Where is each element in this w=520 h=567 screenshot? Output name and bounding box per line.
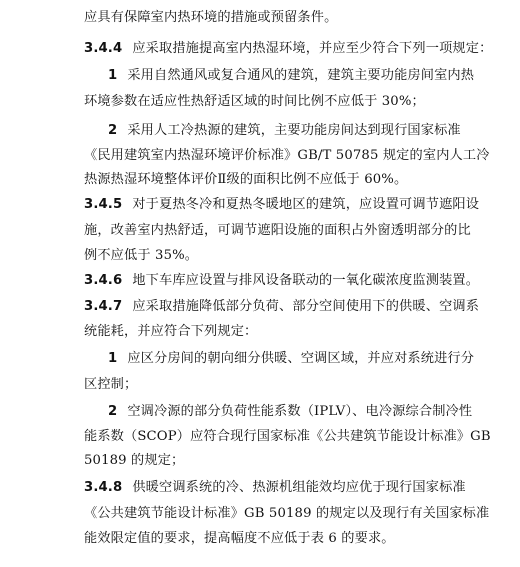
line-text: 施，改善室内热舒适，可调节遮阳设施的面积占外窗透明部分的比 (84, 223, 471, 238)
text-line (84, 425, 491, 449)
text-line (84, 449, 184, 473)
line-text: 采用人工冷热源的建筑，主要功能房间达到现行国家标准 (127, 123, 461, 138)
clause-3-4-8 (84, 476, 466, 500)
line-text: 环境参数在适应性热舒适区域的时间比例不应低于 30%； (84, 94, 425, 109)
item-1 (108, 64, 474, 88)
line-text: 采用自然通风或复合通风的建筑，建筑主要功能房间室内热 (127, 68, 475, 83)
clause-number: 3.4.5 (84, 197, 123, 212)
line-text: 对于夏热冬冷和夏热冬暖地区的建筑，应设置可调节遮阳设 (132, 197, 480, 212)
line-text: 《公共建筑节能设计标准》GB 50189 的规定以及现行有关国家标准 (84, 506, 490, 521)
clause-3-4-6 (84, 269, 479, 293)
item-2 (108, 400, 472, 424)
text-line (84, 219, 471, 243)
text-line (84, 373, 137, 397)
line-text: 能系数（SCOP）应符合现行国家标准《公共建筑节能设计标准》GB (84, 429, 491, 444)
text-line (84, 144, 490, 168)
line-text: 统能耗，并应符合下列规定： (84, 324, 258, 339)
clause-number: 3.4.8 (84, 480, 123, 495)
item-number: 2 (108, 123, 118, 138)
item-2 (108, 119, 461, 143)
line-text: 热源热湿环境整体评价Ⅱ级的面积比例不应低于 60%。 (84, 172, 408, 187)
text-line (84, 527, 395, 551)
line-text: 应采取措施降低部分负荷、部分空间使用下的供暖、空调系 (132, 299, 480, 314)
text-line (84, 244, 198, 268)
item-1 (108, 347, 474, 371)
clause-number: 3.4.7 (84, 299, 123, 314)
text-line (84, 168, 407, 192)
line-text: 应采取措施提高室内热湿环境，并应至少符合下列一项规定： (132, 41, 493, 56)
line-text: 地下车库应设置与排风设备联动的一氧化碳浓度监测装置。 (132, 273, 480, 288)
clause-3-4-7 (84, 295, 479, 319)
item-number: 2 (108, 404, 118, 419)
clause-number: 3.4.6 (84, 273, 123, 288)
text-line (84, 320, 257, 344)
clause-3-4-4 (84, 37, 492, 61)
line-text: 能效限定值的要求，提高幅度不应低于表 6 的要求。 (84, 531, 395, 546)
line-text: 应具有保障室内热环境的措施或预留条件。 (84, 10, 338, 25)
line-text: 《民用建筑室内热湿环境评价标准》GB/T 50785 规定的室内人工冷 (84, 148, 490, 163)
line-text: 区控制； (84, 377, 138, 392)
item-number: 1 (108, 68, 118, 83)
text-line (84, 6, 337, 30)
line-text: 例不应低于 35%。 (84, 248, 199, 263)
clause-number: 3.4.4 (84, 41, 123, 56)
line-text: 空调冷源的部分负荷性能系数（IPLV）、电冷源综合制冷性 (127, 404, 473, 419)
item-number: 1 (108, 351, 118, 366)
text-line (84, 502, 489, 526)
line-text: 供暖空调系统的冷、热源机组能效均应优于现行国家标准 (132, 480, 466, 495)
clause-3-4-5 (84, 193, 479, 217)
text-line (84, 90, 425, 114)
line-text: 应区分房间的朝向细分供暖、空调区域，并应对系统进行分 (127, 351, 475, 366)
line-text: 50189 的规定； (84, 453, 185, 468)
